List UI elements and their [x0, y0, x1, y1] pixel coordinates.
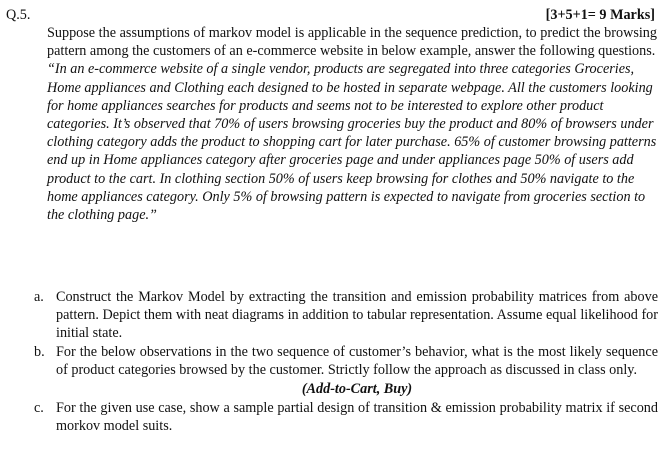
part-text: For the below observations in the two sequence of customer’s behavior, what is the most likely sequence of product categories browsed by the customer. Strictly follow the approach as discussed in class only.: [56, 343, 658, 378]
question-number: Q.5.: [6, 7, 31, 23]
parts-list: [34, 288, 658, 436]
marks-label: [3+5+1= 9 Marks]: [545, 7, 655, 23]
part-label: c.: [34, 400, 44, 417]
question-body: [47, 24, 657, 224]
part-text: Construct the Markov Model by extracting the transition and emission probability matrices from above pattern. Depict them with neat diagrams in addition to tabular representation. Assume equal likelihood for initial state.: [56, 289, 658, 342]
part-label: b.: [34, 343, 45, 360]
intro-paragraph: Suppose the assumptions of markov model is applicable in the sequence prediction, to predict the browsing pattern among the customers of an e-commerce website in below example, answer the following questions.: [47, 25, 657, 60]
part-b: [34, 343, 658, 379]
scenario-quote: “In an e-commerce website of a single vendor, products are segregated into three categories Groceries, Home appliances and Clothing each designed to be hosted in separate webpage. All the customers looking for home appliances searches for products and seems not to be interested to explore other product categories. It’s observed that 70% of users browsing groceries buy the product and 80% of browsers under clothing category adds the product to shopping cart for later purchase. 65% of customer browsing patterns end up in Home appliances category after groceries page and under appliances page 50% of users add product to the cart. In clothing section 50% of users keep browsing for clothes and 50% navigate to the home appliances category. Only 5% of browsing pattern is expected to navigate from groceries section to the clothing page.”: [47, 61, 657, 224]
part-c: [34, 399, 658, 435]
part-a: [34, 288, 658, 343]
part-label: a.: [34, 289, 44, 305]
observation-sequence: (Add-to-Cart, Buy): [301, 381, 413, 398]
part-text: For the given use case, show a sample partial design of transition & emission probability matrix if second morkov model suits.: [56, 400, 658, 435]
